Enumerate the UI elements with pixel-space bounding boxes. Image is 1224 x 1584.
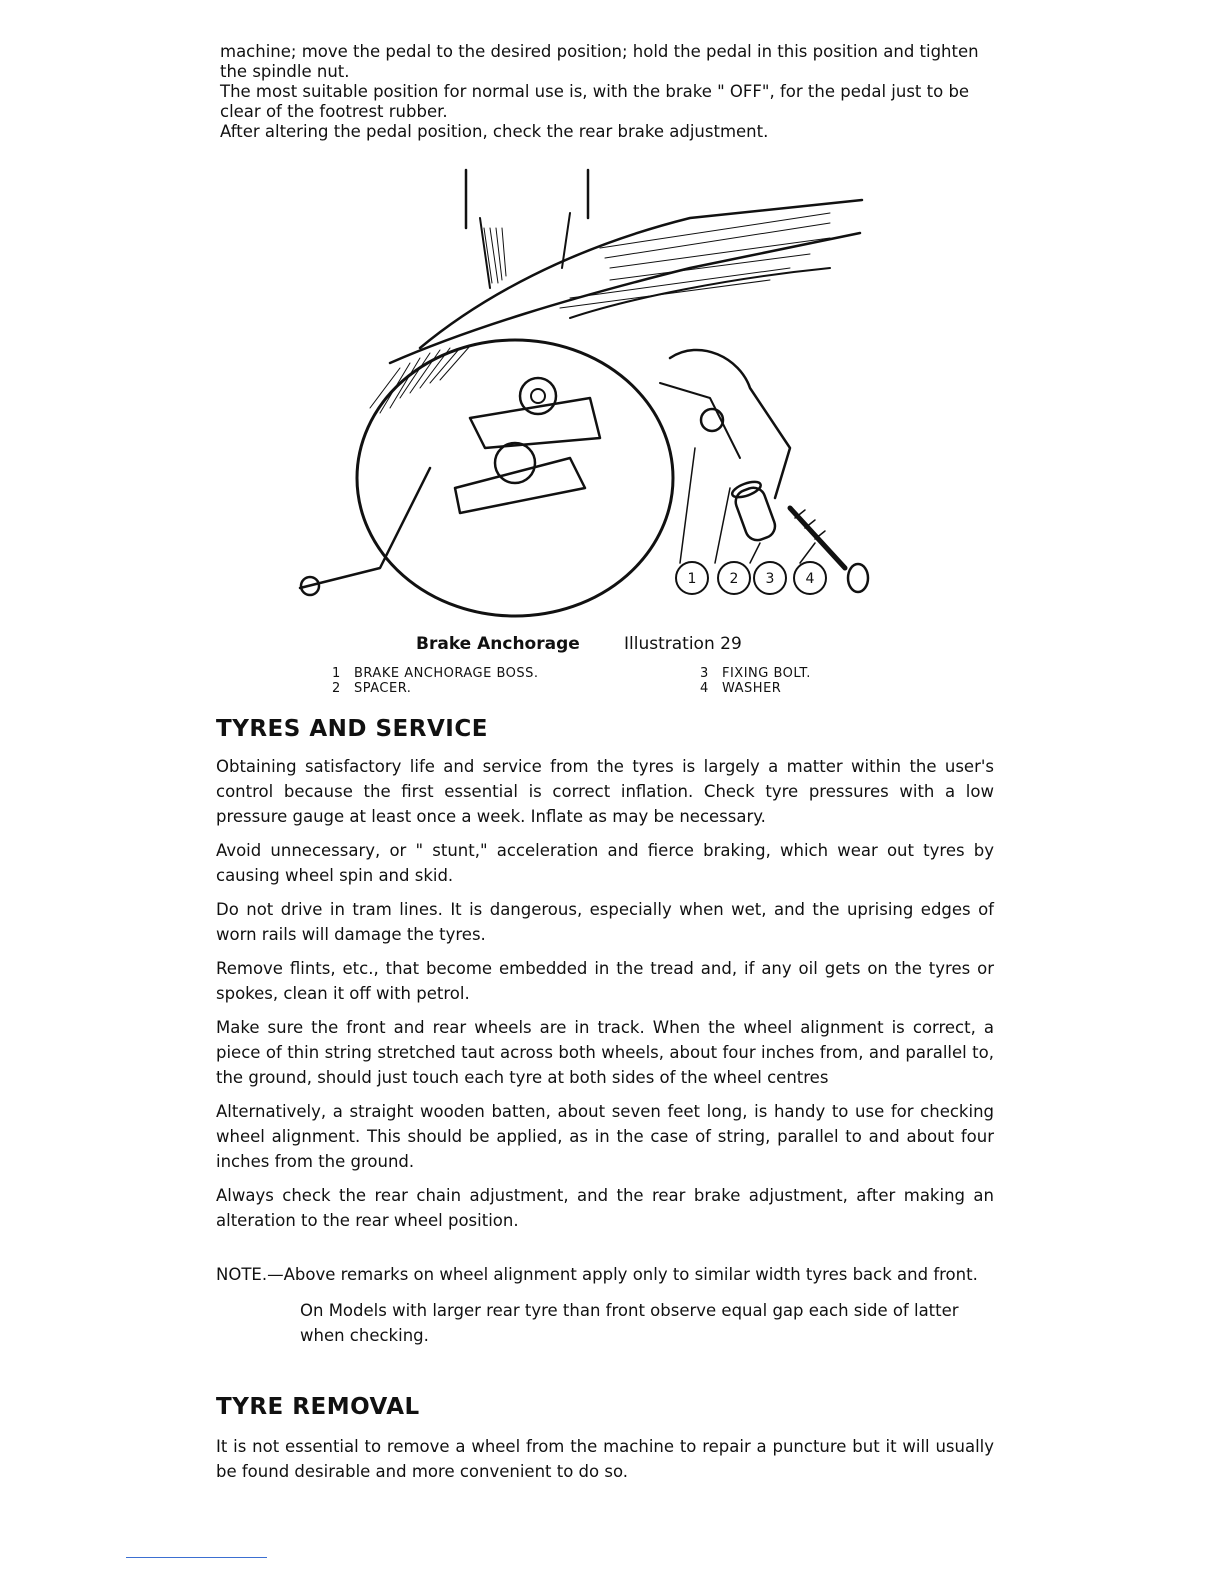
paragraph: Remove flints, etc., that become embedded in the tread and, if any oil gets on the tyres or spokes, clean it off with petrol. — [216, 959, 994, 1003]
note-label: NOTE. — [216, 1265, 268, 1284]
lower-lever — [455, 458, 585, 513]
note-sub: On Models with larger rear tyre than front observe equal gap each side of latter when checking. — [300, 1301, 959, 1345]
intro-text — [220, 42, 1000, 142]
fixing-bolt-part — [790, 508, 868, 592]
intro-line-1: machine; move the pedal to the desired position; hold the pedal in this position and tighten the spindle nut. — [220, 42, 979, 81]
intro-line-2: The most suitable position for normal use is, with the brake " OFF", for the pedal just to be clear of the footrest rubber. — [220, 82, 970, 121]
section-heading-tyre-removal: TYRE REMOVAL — [216, 1394, 420, 1420]
paragraph: It is not essential to remove a wheel from the machine to repair a puncture but it will usually be found desirable and more convenient to do so. — [216, 1437, 994, 1481]
legend-item: 4 WASHER — [700, 681, 782, 696]
tyres-section-body — [216, 754, 994, 1242]
paragraph: Always check the rear chain adjustment, and the rear brake adjustment, after making an alteration to the rear wheel position. — [216, 1186, 994, 1230]
callout-2: 2 — [729, 571, 739, 587]
brake-anchorage-illustration — [270, 158, 890, 628]
legend-item: 2 SPACER. — [332, 681, 412, 696]
callout-3: 3 — [765, 571, 775, 587]
axle-boss — [495, 443, 535, 483]
footer-rule — [126, 1557, 267, 1558]
brake-plate — [357, 340, 673, 616]
note-block — [216, 1262, 994, 1348]
paragraph: Do not drive in tram lines. It is dangerous, especially when wet, and the uprising edges of worn rails will damage the tyres. — [216, 900, 994, 944]
paragraph: Obtaining satisfactory life and service from the tyres is largely a matter within the user's control because the first essential is correct inflation. Check tyre pressures with a low pressure gauge at least once a week. Inflate as may be necessary. — [216, 757, 994, 826]
callout-1: 1 — [687, 571, 697, 587]
paragraph: Alternatively, a straight wooden batten, about seven feet long, is handy to use for checking wheel alignment. This should be applied, as in the case of string, parallel to and about four inches from the ground. — [216, 1102, 994, 1171]
paragraph: Avoid unnecessary, or " stunt," acceleration and fierce braking, which wear out tyres by causing wheel spin and skid. — [216, 841, 994, 885]
callout-4: 4 — [805, 571, 815, 587]
figure-title: Brake Anchorage — [416, 634, 580, 654]
section-heading-tyres-and-service: TYRES AND SERVICE — [216, 716, 488, 742]
spacer-part — [730, 479, 778, 544]
note-line — [216, 1262, 994, 1287]
paragraph: Make sure the front and rear wheels are in track. When the wheel alignment is correct, a piece of thin string stretched taut across both wheels, about four inches from, and parallel to, the ground, should just touch each tyre at both sides of the wheel centres — [216, 1018, 994, 1087]
frame-hatching — [560, 213, 830, 308]
brake-plate-hatching — [370, 346, 470, 413]
figure-number: Illustration 29 — [624, 634, 742, 654]
note-text: —Above remarks on wheel alignment apply only to similar width tyres back and front. — [267, 1265, 978, 1284]
callout-leaders — [680, 448, 815, 563]
removal-section-body — [216, 1434, 994, 1493]
frame-stay-lower — [390, 233, 860, 363]
legend-item: 3 FIXING BOLT. — [700, 666, 811, 681]
intro-line-3: After altering the pedal position, check the rear brake adjustment. — [220, 122, 769, 141]
figure-legend-left — [332, 666, 539, 696]
cam-spindle — [520, 378, 556, 414]
brake-rod — [300, 468, 430, 588]
figure-legend-right — [700, 666, 811, 696]
cam-lever — [470, 398, 600, 448]
legend-item: 1 BRAKE ANCHORAGE BOSS. — [332, 666, 539, 681]
anchorage-boss — [701, 409, 723, 431]
anchorage-arm — [670, 350, 790, 498]
